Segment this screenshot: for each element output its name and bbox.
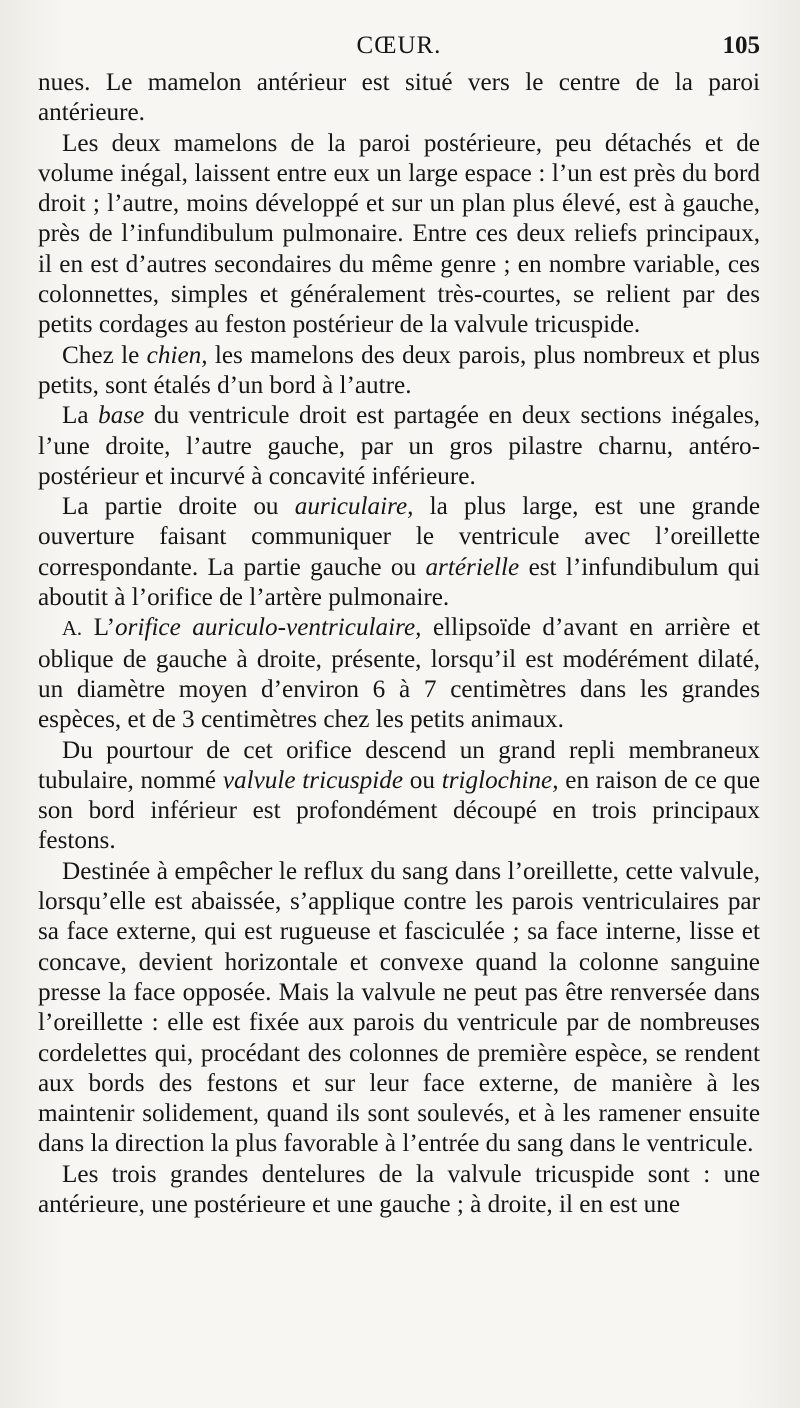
italic-text: artérielle bbox=[425, 553, 520, 581]
text-run: ellipsoïde d’avant en arrière et oblique de gauche à droite, présente, lorsqu’il est modérément dilaté, un diamètre moyen d’environ 6 à 7 centimètres dans les grandes espèces, et de 3 centimètres chez les petits animaux. bbox=[38, 614, 761, 734]
text-run: L’ bbox=[82, 614, 116, 642]
text-run: ou bbox=[403, 766, 442, 794]
running-head bbox=[38, 28, 760, 68]
paragraph bbox=[38, 736, 760, 857]
italic-text: valvule tricuspide bbox=[222, 766, 404, 794]
italic-text: base bbox=[98, 402, 145, 430]
text-run: nues. Le mamelon antérieur est situé vers le centre de la paroi antérieure. bbox=[38, 69, 760, 127]
italic-text: orifice auriculo-ventriculaire, bbox=[115, 614, 422, 642]
text-run: du ventricule droit est partagée en deux sections inégales, l’une droite, l’autre gauche, par un gros pilastre charnu, antéro-postérieur et incurvé à concavité inférieure. bbox=[38, 402, 760, 490]
text-run: en raison de ce que son bord inférieur est profondément découpé en trois principaux festons. bbox=[38, 766, 761, 855]
paragraph bbox=[38, 129, 760, 341]
text-run: Du pourtour de cet orifice descend un grand repli membraneux tubulaire, nommé bbox=[38, 736, 760, 794]
italic-text: triglochine, bbox=[441, 766, 559, 794]
text-run: La bbox=[62, 402, 99, 430]
running-title: CŒUR. bbox=[356, 32, 442, 59]
paragraph bbox=[38, 341, 760, 402]
italic-text: auriculaire, bbox=[294, 493, 414, 521]
text-run: Les trois grandes dentelures de la valvule tricuspide sont : une antérieure, une postérieure et une gauche ; à droite, il en est une bbox=[38, 1160, 760, 1218]
paragraph bbox=[38, 857, 760, 1160]
body-text bbox=[38, 68, 760, 1220]
italic-text: chien, bbox=[146, 341, 208, 369]
paragraph bbox=[38, 1160, 760, 1221]
text-run: Chez le bbox=[62, 341, 147, 369]
text-run: les mamelons des deux parois, plus nombreux et plus petits, sont étalés d’un bord à l’autre. bbox=[38, 341, 760, 399]
page-number: 105 bbox=[722, 32, 760, 59]
text-run: Les deux mamelons de la paroi postérieure, peu détachés et de volume inégal, laissent entre eux un large espace : l’un est près du bord droit ; l’autre, moins développé et sur un plan plus élevé, est à gauche, près de l’infundibulum pulmonaire. Entre ces deux reliefs principaux, il en est d’autres secondaires du même genre ; en nombre variable, ces colonnettes, simples et généralement très-courtes, se relient par des petits cordages au feston postérieur de la valvule tricuspide. bbox=[38, 129, 760, 339]
text-run: La partie droite ou bbox=[62, 493, 295, 521]
section-marker: A. bbox=[62, 618, 83, 641]
text-run: est l’infundibulum qui aboutit à l’orifice de l’artère pulmonaire. bbox=[38, 553, 760, 612]
paragraph bbox=[38, 401, 760, 492]
paragraph bbox=[38, 492, 760, 613]
paragraph bbox=[38, 68, 760, 129]
text-run: la plus large, est une grande ouverture faisant communiquer le ventricule avec l’oreillette correspondante. La partie gauche ou bbox=[38, 493, 760, 581]
text-run: Destinée à empêcher le reflux du sang dans l’oreillette, cette valvule, lorsqu’elle est abaissée, s’applique contre les parois ventriculaires par sa face externe, qui est rugueuse et fasciculée ; sa face interne, lisse et concave, devient horizontale et convexe quand la colonne sanguine presse la face opposée. Mais la valvule ne peut pas être renversée dans l’oreillette : elle est fixée aux parois du ventricule par de nombreuses cordelettes qui, procédant des colonnes de première espèce, se rendent aux bords des festons et sur leur face externe, de manière à les maintenir solidement, quand ils sont soulevés, et à les ramener ensuite dans la direction la plus favorable à l’entrée du sang dans le ventricule. bbox=[38, 857, 760, 1158]
paragraph bbox=[38, 613, 760, 735]
